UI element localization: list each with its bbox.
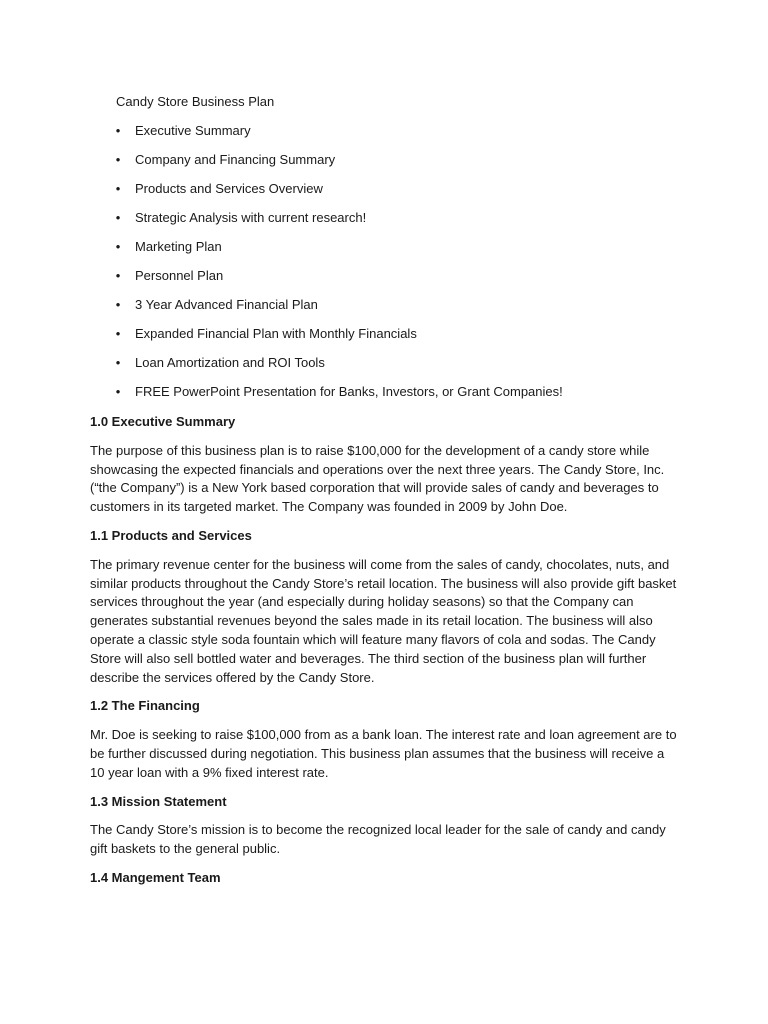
document-body <box>90 413 682 888</box>
list-item <box>0 355 768 384</box>
list-item-label: Executive Summary <box>135 123 251 138</box>
list-item-label: Company and Financing Summary <box>135 152 336 167</box>
list-item <box>0 297 768 326</box>
document-title: Candy Store Business Plan <box>116 94 275 109</box>
bullet-icon: • <box>115 297 121 312</box>
list-item-label: FREE PowerPoint Presentation for Banks, Investors, or Grant Companies! <box>135 384 563 399</box>
section-heading-mission: 1.3 Mission Statement <box>90 793 227 809</box>
financing-paragraph: Mr. Doe is seeking to raise $100,000 from as a bank loan. The interest rate and loan agreement are to be further discussed during negotiation. This business plan assumes that the business will receive a 10 year loan with a 9% fixed interest rate. <box>90 727 677 780</box>
list-item-label: Expanded Financial Plan with Monthly Financials <box>135 326 417 341</box>
list-item <box>0 268 768 297</box>
list-item-label: Personnel Plan <box>135 268 224 283</box>
bullet-icon: • <box>115 268 121 283</box>
bullet-icon: • <box>115 326 121 341</box>
contents-list <box>0 123 768 413</box>
list-item <box>0 181 768 210</box>
list-item <box>0 384 768 413</box>
list-item-label: 3 Year Advanced Financial Plan <box>135 297 318 312</box>
products-services-paragraph: The primary revenue center for the business will come from the sales of candy, chocolates, nuts, and similar products throughout the Candy Store’s retail location. The business will also provide gift basket services throughout the year (and especially during holiday seasons) so that the Company can generates substantial revenues beyond the sales made in its retail location. The business will also operate a classic style soda fountain which will feature many flavors of cola and sodas. The Candy Store will also sell bottled water and beverages. The third section of the business plan will further describe the services offered by the Candy Store. <box>90 556 677 685</box>
bullet-icon: • <box>115 152 121 167</box>
bullet-icon: • <box>115 210 121 225</box>
list-item-label: Products and Services Overview <box>135 181 323 196</box>
bullet-icon: • <box>115 181 121 196</box>
list-item <box>0 152 768 181</box>
list-item <box>0 123 768 152</box>
mission-paragraph: The Candy Store’s mission is to become the recognized local leader for the sale of candy and candy gift baskets to the general public. <box>90 822 666 857</box>
section-heading-management: 1.4 Mangement Team <box>90 869 221 885</box>
bullet-icon: • <box>115 355 121 370</box>
list-item <box>0 210 768 239</box>
list-item-label: Marketing Plan <box>135 239 222 254</box>
section-heading-executive-summary: 1.0 Executive Summary <box>90 414 236 429</box>
section-heading-products-services: 1.1 Products and Services <box>90 527 252 543</box>
executive-summary-paragraph: The purpose of this business plan is to raise $100,000 for the development of a candy store while showcasing the expected financials and operations over the next three years. The Candy Store, Inc. (“the Company”) is a New York based corporation that will provide sales of candy and beverages to customers in its targeted market. The Company was founded in 2009 by John Doe. <box>90 442 665 515</box>
list-item-label: Loan Amortization and ROI Tools <box>135 355 325 370</box>
list-item <box>0 239 768 268</box>
section-heading-financing: 1.2 The Financing <box>90 698 200 714</box>
list-item-label: Strategic Analysis with current research! <box>135 210 367 225</box>
list-item <box>0 326 768 355</box>
bullet-icon: • <box>115 123 121 138</box>
bullet-icon: • <box>115 384 121 399</box>
bullet-icon: • <box>115 239 121 254</box>
